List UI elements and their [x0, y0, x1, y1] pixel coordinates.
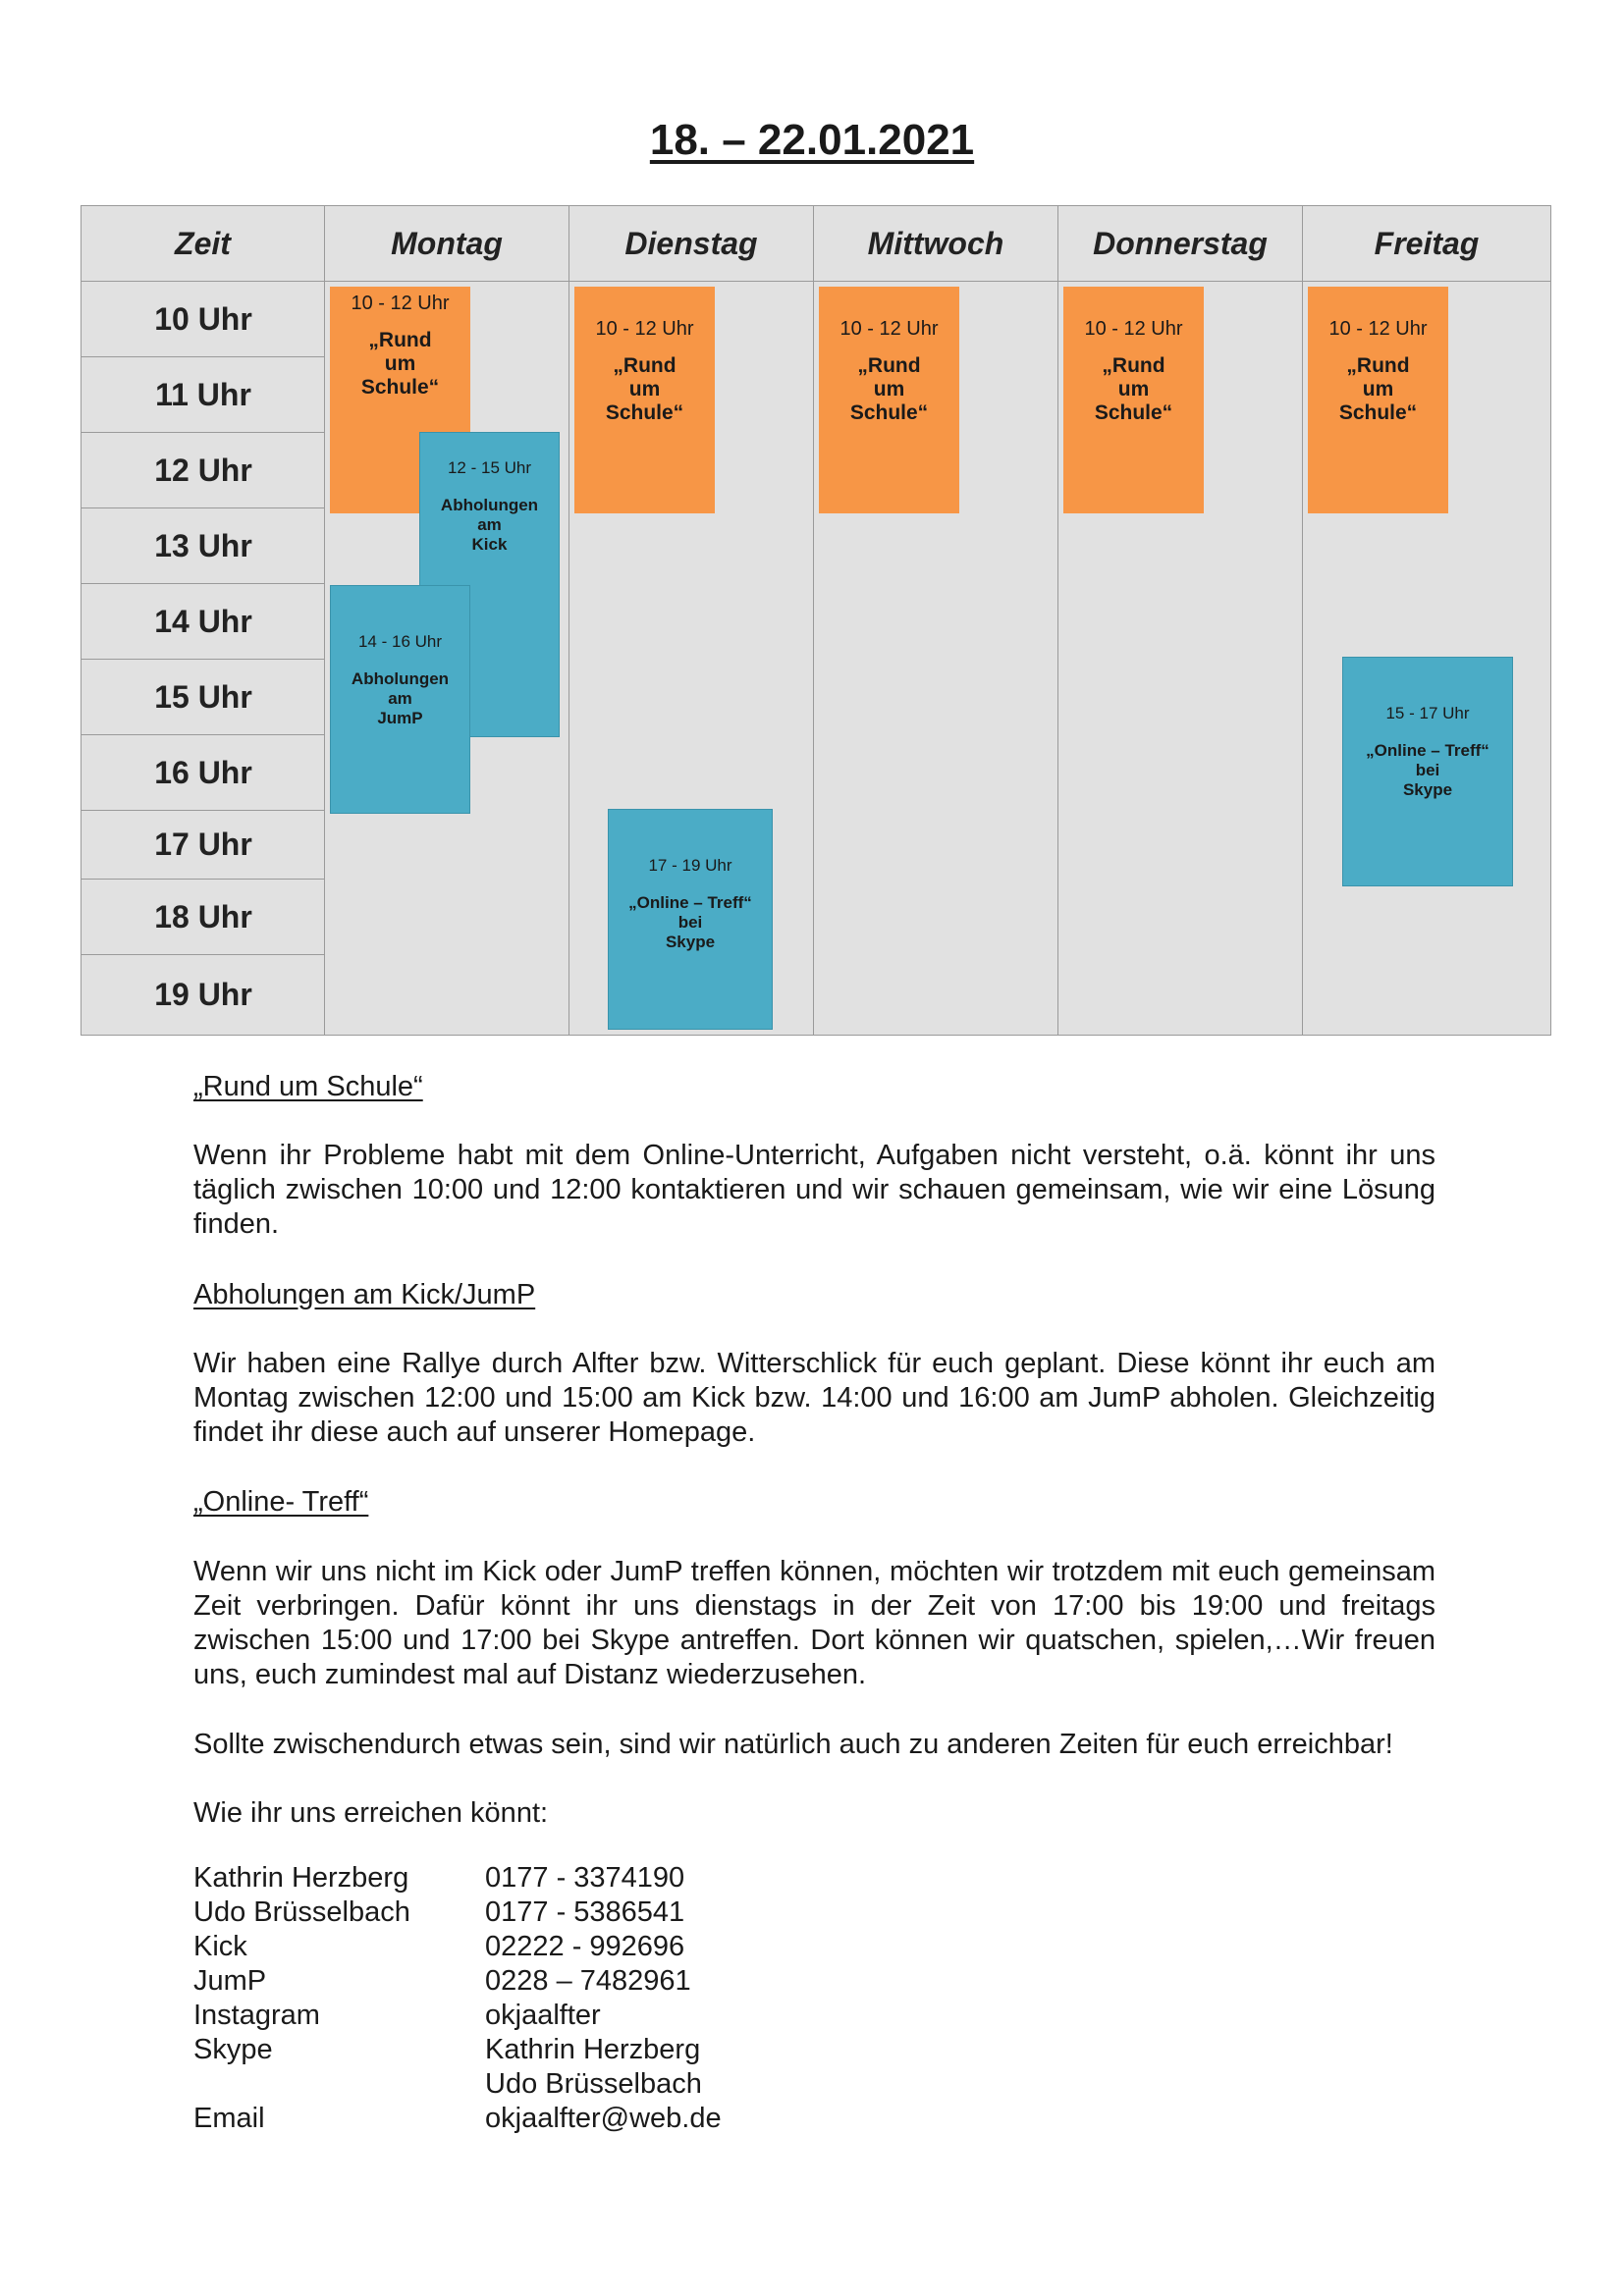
contact-value: 02222 - 992696 — [485, 1931, 685, 1962]
header-zeit: Zeit — [81, 206, 325, 282]
contact-row — [193, 1930, 722, 1964]
event-time: 15 - 17 Uhr — [1385, 704, 1470, 722]
hour-label: 18 Uhr — [81, 880, 325, 955]
hour-label: 19 Uhr — [154, 977, 252, 1012]
hour-label: 13 Uhr — [81, 508, 325, 584]
event-rund-um-schule-freitag — [1308, 287, 1448, 513]
hour-label: 15 Uhr — [81, 660, 325, 735]
hour-label: 11 Uhr — [81, 357, 325, 433]
event-title: Abholungen am JumP — [351, 669, 450, 727]
event-title: „Rund um Schule“ — [605, 354, 684, 424]
header-day-mittwoch: Mittwoch — [814, 206, 1058, 282]
event-title: „Rund um Schule“ — [849, 354, 929, 424]
event-rund-um-schule-dienstag — [574, 287, 715, 513]
hour-label: 10 Uhr — [81, 282, 325, 357]
event-time: 10 - 12 Uhr — [839, 318, 939, 340]
event-title: Abholungen am Kick — [440, 496, 539, 554]
event-rund-um-schule-donnerstag — [1063, 287, 1204, 513]
event-time: 10 - 12 Uhr — [595, 318, 694, 340]
event-title: „Rund um Schule“ — [1338, 354, 1418, 424]
contact-row — [193, 1861, 722, 1896]
event-time: 14 - 16 Uhr — [357, 632, 443, 651]
contact-label: Kathrin Herzberg — [193, 1862, 409, 1894]
event-time: 10 - 12 Uhr — [351, 293, 450, 314]
contact-value: Udo Brüsselbach — [485, 2068, 702, 2100]
event-abholungen-jump-montag — [330, 585, 470, 814]
header-day-donnerstag: Donnerstag — [1058, 206, 1303, 282]
event-online-treff-dienstag — [608, 809, 773, 1030]
section-heading-abholungen: Abholungen am Kick/JumP — [193, 1279, 536, 1310]
event-title: „Online – Treff“ bei Skype — [628, 893, 752, 951]
contact-label: Email — [193, 2103, 265, 2134]
contact-label: Udo Brüsselbach — [193, 1896, 410, 1928]
availability-note: Sollte zwischendurch etwas sein, sind wir natürlich auch zu anderen Zeiten für euch erreichbar! — [193, 1729, 1393, 1760]
contact-intro: Wie ihr uns erreichen könnt: — [193, 1797, 549, 1829]
contact-value: okjaalfter — [485, 2000, 601, 2031]
contact-row — [193, 1964, 722, 1999]
contact-label: Kick — [193, 1931, 247, 1962]
page-title: 18. – 22.01.2021 — [649, 116, 975, 164]
contact-value: 0177 - 5386541 — [485, 1896, 685, 1928]
hour-label: 17 Uhr — [81, 811, 325, 880]
contact-label: Instagram — [193, 2000, 320, 2031]
section-heading-online-treff: „Online- Treff“ — [193, 1486, 369, 1518]
event-time: 10 - 12 Uhr — [1084, 318, 1183, 340]
hour-label: 16 Uhr — [81, 735, 325, 811]
contact-label — [193, 2067, 485, 2102]
section-heading-rund-um-schule: „Rund um Schule“ — [193, 1071, 423, 1102]
header-day-freitag: Freitag — [1303, 206, 1550, 282]
hour-label: 12 Uhr — [81, 433, 325, 508]
contact-row — [193, 1896, 722, 1930]
event-title: „Rund um Schule“ — [1094, 354, 1173, 424]
contact-value: 0177 - 3374190 — [485, 1862, 685, 1894]
contact-row — [193, 2067, 722, 2102]
event-time: 10 - 12 Uhr — [1328, 318, 1428, 340]
event-title: „Online – Treff“ bei Skype — [1366, 741, 1489, 799]
contact-row — [193, 1999, 722, 2033]
contact-email: okjaalfter@web.de — [485, 2103, 722, 2134]
contact-value: 0228 – 7482961 — [485, 1965, 691, 1997]
event-time: 12 - 15 Uhr — [447, 458, 532, 477]
event-title: „Rund um Schule“ — [360, 329, 440, 399]
header-day-dienstag: Dienstag — [569, 206, 814, 282]
contact-value: Kathrin Herzberg — [485, 2034, 701, 2065]
event-online-treff-freitag — [1342, 657, 1513, 886]
event-time: 17 - 19 Uhr — [648, 856, 732, 875]
contact-row — [193, 2033, 722, 2067]
header-day-montag: Montag — [325, 206, 569, 282]
weekly-schedule — [81, 205, 1551, 1036]
contact-list — [193, 1861, 722, 2136]
contact-row — [193, 2102, 722, 2136]
event-rund-um-schule-mittwoch — [819, 287, 959, 513]
section-body-abholungen: Wir haben eine Rallye durch Alfter bzw. Witterschlick für euch geplant. Diese könnt ihr euch am Montag zwischen 12:00 und 15:00 am Kick bzw. 14:00 und 16:00 am JumP abholen. Gleichzeitig findet ihr diese auch auf unserer Homepage. — [193, 1348, 1435, 1448]
contact-label: Skype — [193, 2034, 273, 2065]
hour-label: 14 Uhr — [81, 584, 325, 660]
section-body-online-treff: Wenn wir uns nicht im Kick oder JumP treffen können, möchten wir trotzdem mit euch gemeinsam Zeit verbringen. Dafür könnt ihr uns dienstags in der Zeit von 17:00 bis 19:00 und freitags zwischen 15:00 und 17:00 bei Skype antreffen. Dort können wir quatschen, spielen,…Wir freuen uns, euch zumindest mal auf Distanz wiederzusehen. — [193, 1556, 1435, 1690]
section-body-rund-um-schule: Wenn ihr Probleme habt mit dem Online-Unterricht, Aufgaben nicht versteht, o.ä. könnt ihr uns täglich zwischen 10:00 und 12:00 kontaktieren und wir schauen gemeinsam, wie wir eine Lösung finden. — [193, 1140, 1435, 1240]
contact-label: JumP — [193, 1965, 267, 1997]
